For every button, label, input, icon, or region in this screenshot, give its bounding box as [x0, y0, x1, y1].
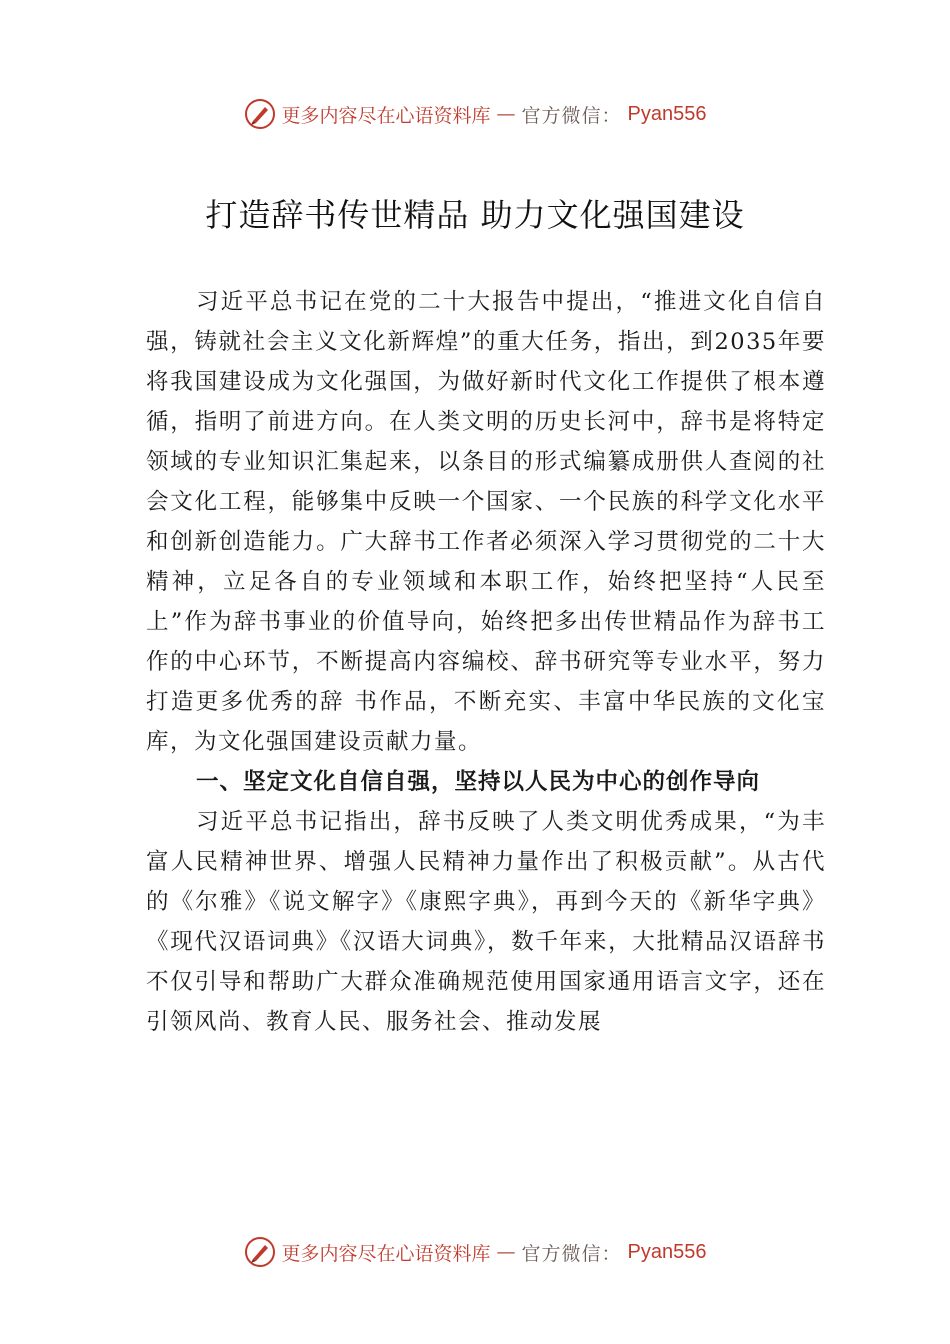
header-banner — [0, 94, 950, 134]
banner-wechat-id: Pyan556 — [627, 102, 707, 125]
banner-content — [244, 1236, 707, 1268]
banner-separator: — — [496, 1241, 516, 1263]
pen-logo-icon — [244, 1236, 276, 1268]
banner-contact-label: 官方微信： — [521, 104, 622, 127]
banner-content — [244, 98, 707, 130]
banner-brand-text: 更多内容尽在心语资料库 — [281, 1242, 491, 1265]
banner-contact-label: 官方微信： — [521, 1242, 622, 1265]
footer-banner — [0, 1232, 950, 1272]
banner-separator: — — [496, 103, 516, 125]
section-heading: 一、坚定文化自信自强，坚持以人民为中心的创作导向 — [196, 769, 761, 795]
pen-logo-icon — [244, 98, 276, 130]
banner-wechat-id: Pyan556 — [627, 1240, 707, 1263]
banner-brand-text: 更多内容尽在心语资料库 — [281, 104, 491, 127]
document-body — [146, 282, 826, 1042]
document-title: 打造辞书传世精品 助力文化强国建设 — [205, 196, 745, 234]
body-paragraph: 习近平总书记在党的二十大报告中提出，“推进文化自信自强，铸就社会主义文化新辉煌”的重大任务，指出，到2035年要将我国建设成为文化强国，为做好新时代文化工作提供了根本遵循，指明了前进方向。在人类文明的历史长河中，辞书是将特定领域的专业知识汇集起来，以条目的形式编纂成册供人查阅的社会文化工程，能够集中反映一个国家、一个民族的科学文化水平和创新创造能力。广大辞书工作者必须深入学习贯彻党的二十大精神，立足各自的专业领域和本职工作，始终把坚持“人民至上”作为辞书事业的价值导向，始终把多出传世精品作为辞书工作的中心环节，不断提高内容编校、辞书研究等专业水平，努力打造更多优秀的辞 书作品，不断充实、丰富中华民族的文化宝库，为文化强国建设贡献力量。 — [146, 289, 826, 755]
body-paragraph: 习近平总书记指出，辞书反映了人类文明优秀成果，“为丰富人民精神世界、增强人民精神力量作出了积极贡献”。从古代的《尔雅》《说文解字》《康熙字典》，再到今天的《新华字典》《现代汉语词典》《汉语大词典》，数千年来，大批精品汉语辞书不仅引导和帮助广大群众准确规范使用国家通用语言文字，还在引领风尚、教育人民、服务社会、推动发展 — [146, 809, 826, 1035]
